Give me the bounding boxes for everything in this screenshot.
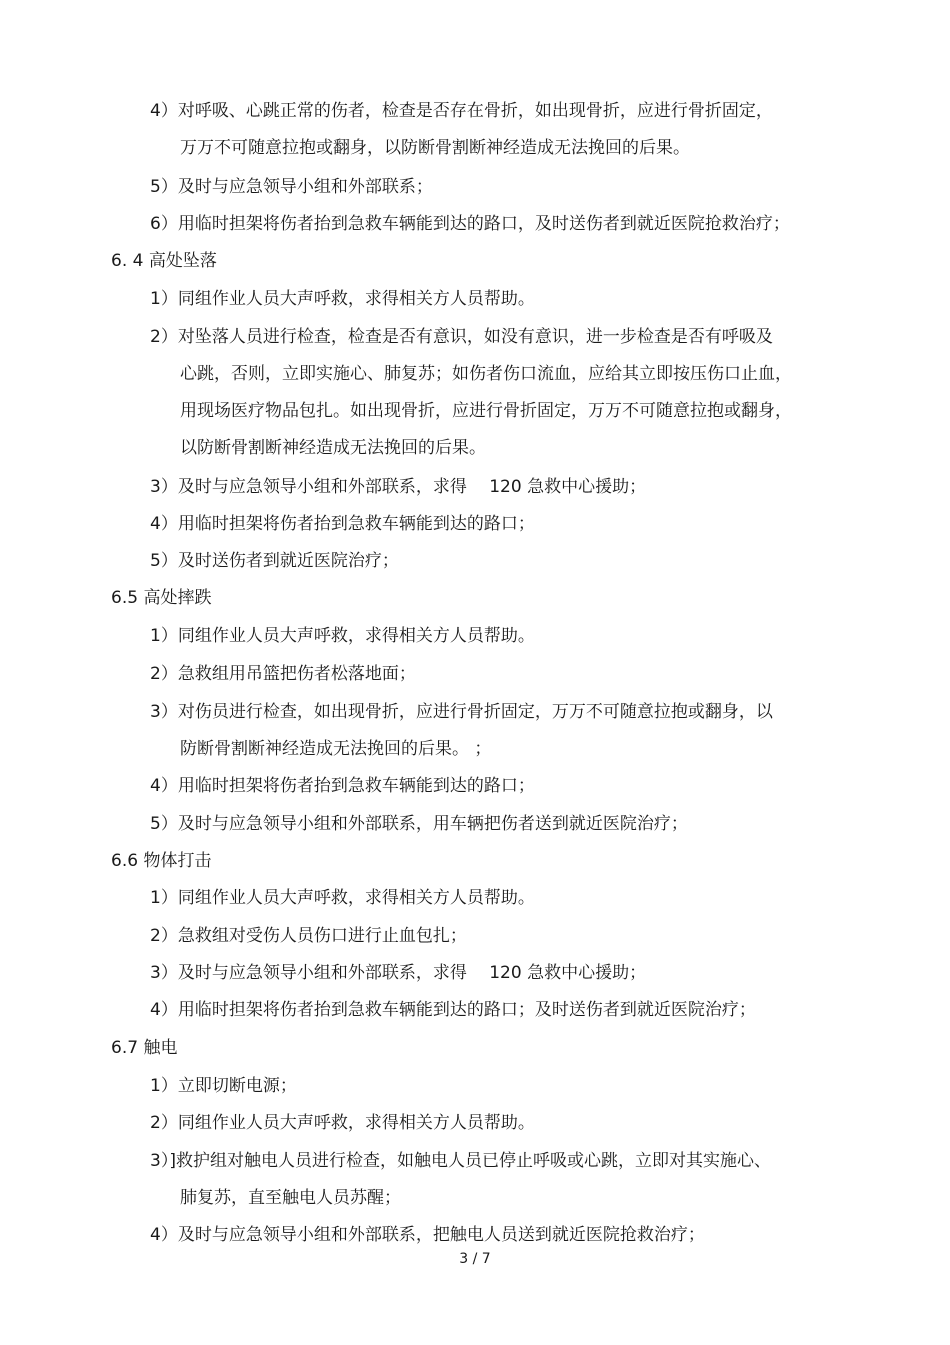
text-line-6: 1）同组作业人员大声呼救，求得相关方人员帮助。	[150, 289, 535, 309]
text-line-4: 6）用临时担架将伤者抬到急救车辆能到达的路口，及时送伤者到就近医院抢救治疗；	[150, 214, 790, 234]
text-line-10: 以防断骨割断神经造成无法挽回的后果。	[180, 438, 486, 458]
text-line-3: 5）及时与应急领导小组和外部联系；	[150, 177, 433, 197]
text-line-25: 4）用临时担架将伤者抬到急救车辆能到达的路口；及时送伤者到就近医院治疗；	[150, 1000, 756, 1020]
text-line-19: 4）用临时担架将伤者抬到急救车辆能到达的路口；	[150, 776, 535, 796]
page-number: 3 / 7	[459, 1251, 491, 1267]
text-line-16: 2）急救组用吊篮把伤者松落地面；	[150, 664, 416, 684]
text-line-29: 3）]救护组对触电人员进行检查，如触电人员已停止呼吸或心跳，立即对其实施心、	[150, 1151, 771, 1171]
text-line-27: 1）立即切断电源；	[150, 1076, 297, 1096]
text-line-7: 2）对坠落人员进行检查，检查是否有意识，如没有意识，进一步检查是否有呼吸及	[150, 327, 773, 347]
text-line-24: 3）及时与应急领导小组和外部联系，求得 120 急救中心援助；	[150, 963, 647, 983]
text-line-8: 心跳，否则，立即实施心、肺复苏；如伤者伤口流血，应给其立即按压伤口止血，	[180, 364, 792, 384]
text-line-18: 防断骨割断神经造成无法挽回的后果。 ；	[180, 739, 492, 759]
text-line-20: 5）及时与应急领导小组和外部联系，用车辆把伤者送到就近医院治疗；	[150, 814, 688, 834]
text-line-28: 2）同组作业人员大声呼救，求得相关方人员帮助。	[150, 1113, 535, 1133]
text-line-13: 5）及时送伤者到就近医院治疗；	[150, 551, 399, 571]
text-line-30: 肺复苏，直至触电人员苏醒；	[180, 1188, 401, 1208]
text-line-2: 万万不可随意拉抱或翻身，以防断骨割断神经造成无法挽回的后果。	[180, 138, 690, 158]
text-line-17: 3）对伤员进行检查，如出现骨折，应进行骨折固定，万万不可随意拉抱或翻身，以	[150, 702, 773, 722]
section-heading-6-6: 6.6 物体打击	[111, 851, 212, 871]
text-line-23: 2）急救组对受伤人员伤口进行止血包扎；	[150, 926, 467, 946]
section-heading-6-5: 6.5 高处摔跌	[111, 588, 212, 608]
text-line-12: 4）用临时担架将伤者抬到急救车辆能到达的路口；	[150, 514, 535, 534]
text-line-31: 4）及时与应急领导小组和外部联系，把触电人员送到就近医院抢救治疗；	[150, 1225, 705, 1245]
text-line-11: 3）及时与应急领导小组和外部联系，求得 120 急救中心援助；	[150, 477, 647, 497]
text-line-15: 1）同组作业人员大声呼救，求得相关方人员帮助。	[150, 626, 535, 646]
text-line-9: 用现场医疗物品包扎。如出现骨折，应进行骨折固定，万万不可随意拉抱或翻身，	[180, 401, 792, 421]
section-heading-6-4: 6. 4 高处坠落	[111, 251, 217, 271]
text-line-22: 1）同组作业人员大声呼救，求得相关方人员帮助。	[150, 888, 535, 908]
section-heading-6-7: 6.7 触电	[111, 1038, 178, 1058]
text-line-1: 4）对呼吸、心跳正常的伤者，检查是否存在骨折，如出现骨折，应进行骨折固定，	[150, 101, 773, 121]
